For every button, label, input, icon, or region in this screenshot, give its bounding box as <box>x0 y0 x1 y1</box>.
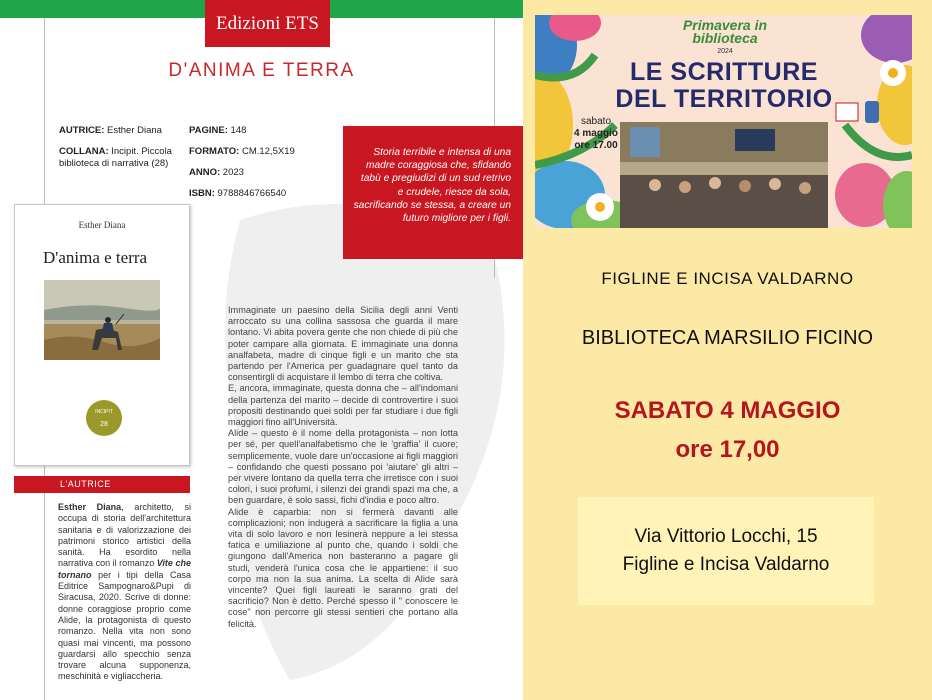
series-label: COLLANA: <box>59 146 109 157</box>
series-value: Incipit. Piccola biblioteca di narrativa (28) <box>59 146 172 169</box>
seal-label: INCIPIT <box>95 408 113 415</box>
bio-novel-title: Vite che tornano <box>58 558 191 580</box>
plot-text <box>228 305 458 630</box>
book-title: D'ANIMA E TERRA <box>168 60 355 81</box>
banner-title-line2: DEL TERRITORIO <box>615 85 833 113</box>
event-date: SABATO 4 MAGGIO <box>614 397 841 424</box>
event-place: FIGLINE E INCISA VALDARNO <box>601 269 854 288</box>
author-label: AUTRICE: <box>59 125 105 136</box>
series-seal <box>86 400 122 436</box>
bio-text-a: , architetto, si occupa di storia dell'architettura sanitaria e di valorizzazione dei patrimoni storico artistici della sanità. Ha esordito nella narrativa con il romanzo <box>58 502 191 569</box>
synopsis-box: Storia terribile e intensa di una madre coraggiosa che, sfidando tabù e pregiudizi di un sud retrivo e crudele, riesce da sola, sacrificando se stessa, a creare un futuro migliore per i figli. <box>343 126 523 259</box>
banner-day: sabato <box>580 116 612 127</box>
format-value: CM.12,5X19 <box>241 146 295 157</box>
address-city: Figline e Incisa Valdarno <box>622 554 830 575</box>
author-value: Esther Diana <box>107 125 162 136</box>
pages-value: 148 <box>230 125 247 136</box>
banner-primavera: Primavera in biblioteca <box>682 17 768 46</box>
isbn-value: 9788846766540 <box>217 188 287 199</box>
plot-paragraph: E, ancora, immaginate, questa donna che – all'indomani della partenza del marito – decide di controvertire i suoi propositi destinando quei soldi per far studiare i due figli maggiori fino all'Università. <box>228 383 458 428</box>
address-box <box>578 497 874 605</box>
address-street: Via Vittorio Locchi, 15 <box>634 526 818 547</box>
event-banner <box>535 15 912 228</box>
bio-author-name: Esther Diana <box>58 502 122 512</box>
year-value: 2023 <box>222 167 244 178</box>
publisher-logo: Edizioni ETS <box>205 0 330 47</box>
book-meta-right <box>189 125 319 209</box>
bio-text-b: per i tipi della Casa Editrice Sampognaro&Pupi di Siracusa, 2020. Scrive di donne: donne coraggiose proprio come Alide, la protagonista di questo romanzo. Nella vita non sono quasi mai vincenti, ma possono guardarsi allo specchio senza trovare alcuna supponenza, meschinità e vigliaccheria. <box>58 569 191 682</box>
event-time: ore 17,00 <box>675 436 780 463</box>
banner-year: 2024 <box>717 48 733 55</box>
banner-date: 4 maggio <box>574 128 618 139</box>
plot-paragraph: Alide è caparbia: non si fermerà davanti alle complicazioni; non indugerà a sacrificare la figlia a una vita di solo lavoro e non lesinerà neppure a lei stessa fatica e umiliazione al punto che, quando i soldi che giungono dall'America non basteranno a pagare gli studi, venderà l'unica cosa che le appartiene: il suo corpo ma non la sua anima. La scelta di Alide sarà vincente? Quei figli laureati le saranno grati del sacrificio? Non è detto. Perché spesso il " conoscere le cose" non percorre gli stessi sentieri che portano alla felicità. <box>228 506 458 629</box>
plot-paragraph: Immaginate un paesino della Sicilia degli anni Venti arroccato su una collina sassosa che guarda il mare lontano. Vi abita povera gente che non chiede di più che poter campare alla giornata. E immaginate una donna analfabeta, madre di cinque figli e un marito che sta partendo per l'America per guadagnare quel tanto da consentirgli di acquistare il lembo di terra che coltiva. <box>228 305 458 383</box>
year-label: ANNO: <box>189 167 221 178</box>
book-meta-left <box>59 125 179 170</box>
cover-author: Esther Diana <box>78 220 126 230</box>
format-label: FORMATO: <box>189 146 240 157</box>
banner-time: ore 17.00 <box>574 140 618 151</box>
author-bio <box>58 502 191 683</box>
plot-paragraph: Alide – questo è il nome della protagonista – non lotta per sé, per quell'analfabetismo che le 'graffia' il cuore; semplicemente, vuole dare un'occasione ai figli maggiori – confidando che questi possano poi 'aiutare' gli altri – per vivere lontano da quella terra che irretisce con i suoi colori, i suoi profumi, i silenzi dei grandi spazi ma che, a ben guardare, è solo sassi, fichi d'india e poco altro. <box>228 428 458 506</box>
event-library: BIBLIOTECA MARSILIO FICINO <box>581 327 874 349</box>
pages-label: PAGINE: <box>189 125 228 136</box>
isbn-label: ISBN: <box>189 188 215 199</box>
bio-heading: L'AUTRICE <box>14 476 190 493</box>
cover-painting <box>44 280 160 360</box>
cover-title: D'anima e terra <box>43 248 148 267</box>
seal-number: 28 <box>100 420 108 428</box>
book-cover <box>14 204 190 466</box>
banner-title-line1: LE SCRITTURE <box>630 58 818 86</box>
